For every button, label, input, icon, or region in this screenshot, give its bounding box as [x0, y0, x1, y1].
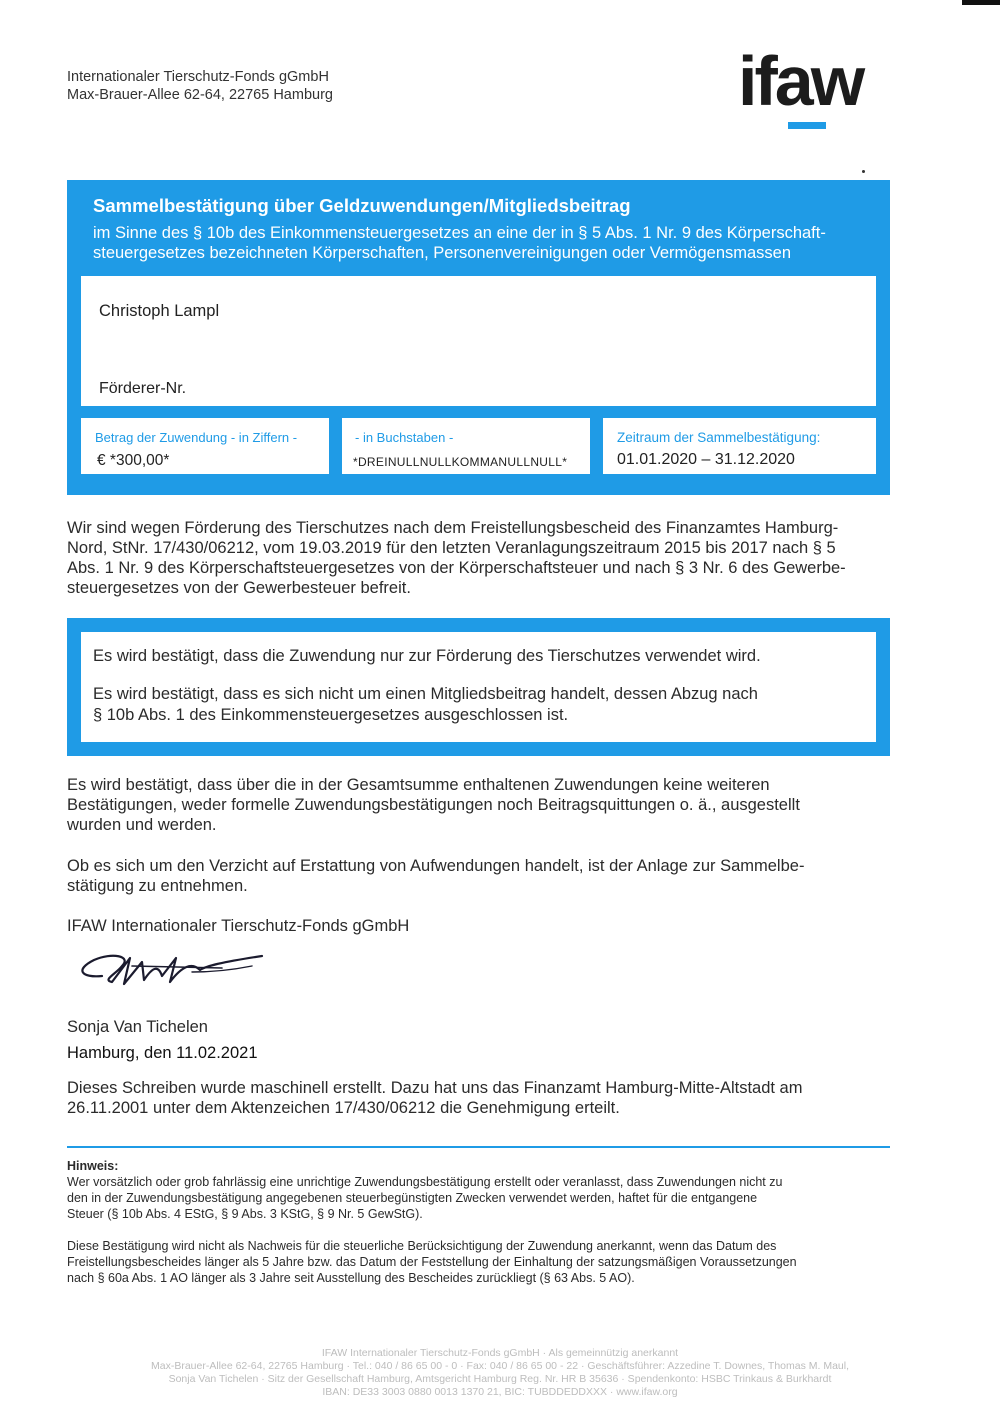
logo-accent-bar — [788, 122, 826, 129]
notice-line: Diese Bestätigung wird nicht als Nachweis für die steuerliche Berücksichtigung der Zuwendung anerkannt, wenn das Datum des — [67, 1239, 777, 1253]
notice-section-2 — [67, 1238, 897, 1286]
paragraph-line: Dieses Schreiben wurde maschinell erstellt. Dazu hat uns das Finanzamt Hamburg-Mitte-Altstadt am — [67, 1079, 803, 1097]
notice-line: Steuer (§ 10b Abs. 4 EStG, § 9 Abs. 3 KStG, § 9 Nr. 5 GewStG). — [67, 1207, 423, 1221]
paragraph-line: wurden und werden. — [67, 816, 217, 834]
amount-digits-value: € *300,00* — [97, 452, 170, 469]
period-value: 01.01.2020 – 31.12.2020 — [617, 451, 795, 468]
notice-line: Freistellungsbescheides länger als 5 Jahre bzw. das Datum der Feststellung der Einhaltung der satzungsmäßigen Voraussetzungen — [67, 1255, 797, 1269]
confirmation-line-2a: Es wird bestätigt, dass es sich nicht um einen Mitgliedsbeitrag handelt, dessen Abzug nach — [93, 685, 758, 703]
paragraph-line: 26.11.2001 unter dem Aktenzeichen 17/430/06212 die Genehmigung erteilt. — [67, 1099, 620, 1117]
donor-panel — [81, 276, 876, 406]
legal-footer — [0, 1347, 1000, 1399]
amount-digits-cell — [81, 418, 329, 474]
confirmation-line-2 — [93, 684, 853, 726]
notice-line: den in der Zuwendungsbestätigung angegebenen steuerbegünstigten Zwecken verwendet werden, haftet für die entgangene — [67, 1191, 758, 1205]
tax-exemption-paragraph — [67, 518, 897, 598]
scan-corner-mark — [962, 0, 1000, 5]
waiver-paragraph — [67, 856, 897, 896]
signer-name: Sonja Van Tichelen — [67, 1018, 208, 1036]
certificate-subtitle — [93, 223, 883, 263]
machine-generated-paragraph — [67, 1078, 897, 1118]
no-further-confirmations-paragraph — [67, 775, 897, 835]
paragraph-line: Es wird bestätigt, dass über die in der Gesamtsumme enthaltenen Zuwendungen keine weiteren — [67, 776, 770, 794]
paragraph-line: stätigung zu entnehmen. — [67, 877, 248, 895]
footer-line: Max-Brauer-Allee 62-64, 22765 Hamburg · Tel.: 040 / 86 65 00 - 0 · Fax: 040 / 86 65 00 - 22 · Geschäftsführer: Azzedine T. Downes, Thomas M. Maul, — [150, 1360, 850, 1372]
organization-name: IFAW Internationaler Tierschutz-Fonds gGmbH — [67, 917, 410, 935]
handwritten-signature — [72, 936, 272, 996]
confirmation-line-2b: § 10b Abs. 1 des Einkommensteuergesetzes ausgeschlossen ist. — [93, 706, 569, 724]
amount-letters-value: *DREINULLNULLKOMMANULLNULL* — [353, 455, 568, 469]
paragraph-line: Wir sind wegen Förderung des Tierschutzes nach dem Freistellungsbescheid des Finanzamtes Hamburg- — [67, 519, 839, 537]
donor-number-label: Förderer-Nr. — [99, 380, 187, 397]
footer-line: Sonja Van Tichelen · Sitz der Gesellschaft Hamburg, Amtsgericht Hamburg Reg. Nr. HR B 35636 · Spendenkonto: HSBC Trinkaus & Burkhardt — [168, 1373, 832, 1385]
notice-line: nach § 60a Abs. 1 AO länger als 3 Jahre seit Ausstellung des Bescheides zurückliegt (§ 63 Abs. 5 AO). — [67, 1271, 635, 1285]
sender-address — [67, 68, 333, 104]
subtitle-line-1: im Sinne des § 10b des Einkommensteuergesetzes an eine der in § 5 Abs. 1 Nr. 9 des Körperschaft- — [93, 224, 826, 242]
divider-line — [67, 1146, 890, 1148]
paragraph-line: Abs. 1 Nr. 9 des Körperschaftsteuergesetzes von der Körperschaftsteuer und nach § 3 Nr. 6 des Gewerbe- — [67, 559, 846, 577]
scan-dot — [862, 170, 865, 173]
confirmation-line-1: Es wird bestätigt, dass die Zuwendung nur zur Förderung des Tierschutzes verwendet wird. — [93, 647, 761, 665]
paragraph-line: Nord, StNr. 17/430/06212, vom 19.03.2019 für den letzten Veranlagungszeitraum 2015 bis 2017 nach § 5 — [67, 539, 836, 557]
paragraph-line: steuergesetzes von der Gewerbesteuer befreit. — [67, 579, 411, 597]
footer-line: IFAW Internationaler Tierschutz-Fonds gGmbH · Als gemeinnützig anerkannt — [321, 1347, 679, 1359]
amount-digits-label: Betrag der Zuwendung - in Ziffern - — [95, 430, 298, 445]
sender-line-1: Internationaler Tierschutz-Fonds gGmbH — [67, 69, 329, 85]
notice-section — [67, 1158, 897, 1222]
amount-letters-cell — [342, 418, 590, 474]
amount-letters-label: - in Buchstaben - — [355, 430, 454, 445]
donor-name: Christoph Lampl — [99, 302, 220, 320]
paragraph-line: Ob es sich um den Verzicht auf Erstattung von Aufwendungen handelt, ist der Anlage zur Sammelbe- — [67, 857, 805, 875]
period-label: Zeitraum der Sammelbestätigung: — [617, 430, 821, 445]
sender-line-2: Max-Brauer-Allee 62-64, 22765 Hamburg — [67, 87, 333, 103]
ifaw-logo: ifaw — [738, 42, 863, 120]
notice-line: Wer vorsätzlich oder grob fahrlässig eine unrichtige Zuwendungsbestätigung erstellt oder veranlasst, dass Zuwendungen nicht zu — [67, 1175, 783, 1189]
subtitle-line-2: steuergesetzes bezeichneten Körperschaften, Personenvereinigungen oder Vermögensmassen — [93, 244, 792, 262]
footer-line: IBAN: DE33 3003 0880 0013 1370 21, BIC: TUBDDEDDXXX · www.ifaw.org — [322, 1386, 678, 1398]
place-and-date: Hamburg, den 11.02.2021 — [67, 1044, 258, 1062]
notice-heading: Hinweis: — [67, 1159, 119, 1173]
period-cell — [603, 418, 876, 474]
certificate-title: Sammelbestätigung über Geldzuwendungen/Mitgliedsbeitrag — [93, 195, 631, 216]
paragraph-line: Bestätigungen, weder formelle Zuwendungsbestätigungen noch Beitragsquittungen o. ä., ausgestellt — [67, 796, 800, 814]
